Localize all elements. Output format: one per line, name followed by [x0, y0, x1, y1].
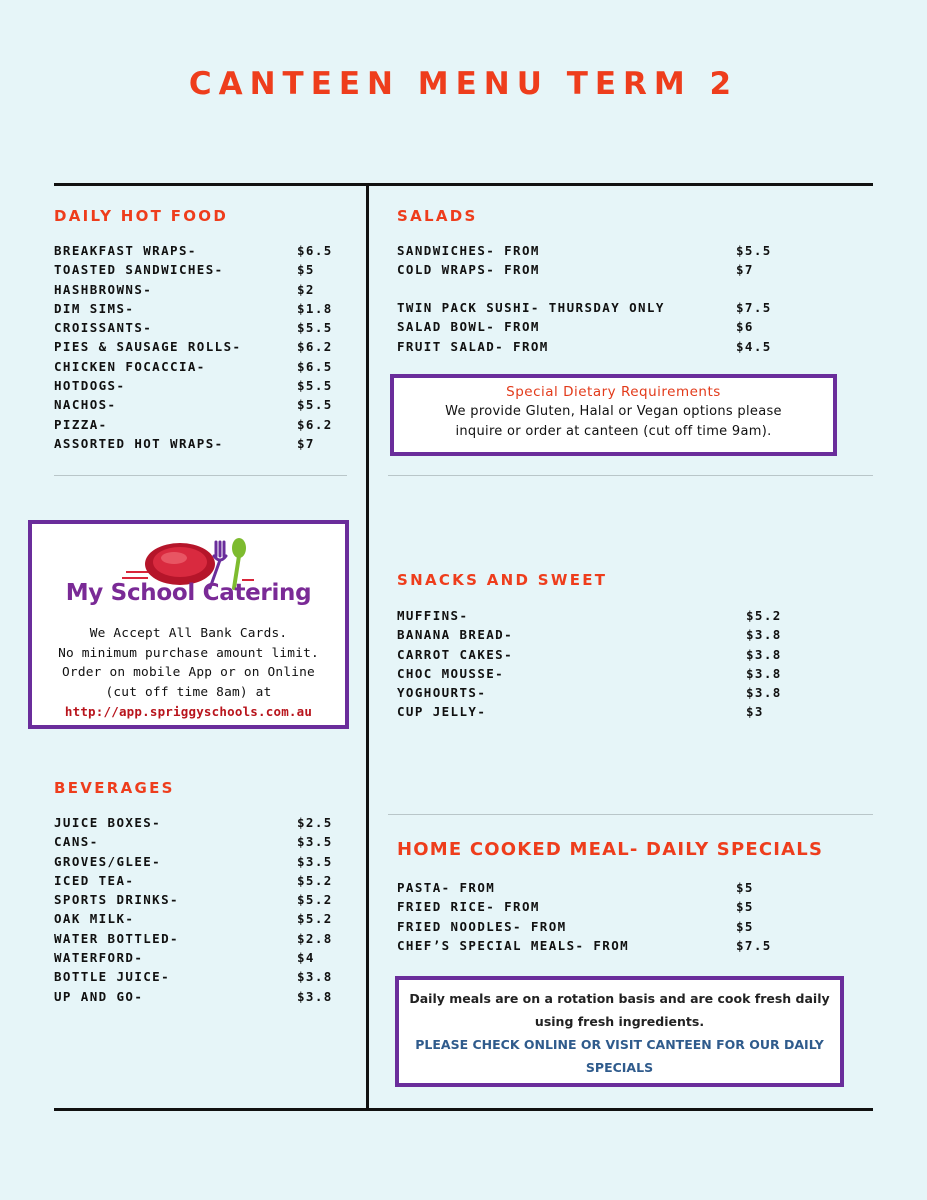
menu-item [397, 664, 817, 683]
salads-list-more [397, 298, 817, 356]
menu-item-name: CHEF’S SPECIAL MEALS- FROM [397, 937, 630, 953]
menu-item-name: BREAKFAST WRAPS- [54, 243, 197, 258]
menu-item-name: FRIED NOODLES- FROM [397, 918, 567, 934]
menu-item-price: $5.2 [297, 892, 333, 908]
menu-item [54, 337, 354, 356]
menu-item-name: CARROT CAKES- [397, 646, 514, 662]
menu-item-name: FRUIT SALAD- FROM [397, 338, 549, 354]
catering-line-3: Order on mobile App or on Online [62, 665, 315, 680]
menu-item [397, 897, 817, 916]
menu-item-name: CANS- [54, 834, 99, 850]
menu-item [54, 376, 354, 395]
menu-item-price: $7 [297, 435, 315, 451]
menu-item-price: $5 [736, 880, 754, 895]
menu-item [54, 241, 354, 260]
catering-url-link[interactable]: http://app.spriggyschools.com.au [64, 704, 313, 719]
menu-item [54, 434, 354, 453]
home-cooked-title: HOME COOKED MEAL- DAILY SPECIALS [397, 839, 824, 860]
menu-item-price: $5.5 [736, 243, 772, 258]
menu-item-name: HOTDOGS- [54, 378, 126, 394]
catering-logo-text: My School Catering [65, 580, 312, 606]
menu-item-name: FRIED RICE- FROM [397, 899, 540, 915]
snacks-list [397, 606, 817, 722]
menu-item-name: CHICKEN FOCACCIA- [54, 358, 206, 374]
menu-item [397, 702, 817, 721]
menu-item [54, 909, 354, 928]
menu-item-price: $3.8 [746, 665, 782, 681]
menu-item [397, 625, 817, 644]
menu-item [54, 357, 354, 376]
menu-item-name: BANANA BREAD- [397, 627, 514, 643]
menu-item-name: HASHBROWNS- [54, 281, 153, 297]
menu-item [397, 317, 817, 336]
menu-item-price: $5.5 [297, 320, 333, 336]
menu-item [54, 948, 354, 967]
menu-item-name: SANDWICHES- FROM [397, 243, 540, 258]
menu-item-price: $3.5 [297, 834, 333, 850]
menu-item [54, 415, 354, 434]
menu-item-price: $2 [297, 281, 315, 297]
daily-meals-note-box [395, 976, 844, 1087]
menu-item-name: ASSORTED HOT WRAPS- [54, 435, 224, 451]
left-thin-divider [54, 475, 347, 476]
right-thin-divider-2 [388, 814, 873, 815]
menu-item-name: GROVES/GLEE- [54, 853, 162, 869]
menu-item-price: $6.2 [297, 339, 333, 355]
menu-item-price: $5.5 [297, 378, 333, 394]
dietary-title: Special Dietary Requirements [506, 384, 721, 400]
menu-item-name: CROISSANTS- [54, 320, 153, 336]
menu-item-name: CUP JELLY- [397, 704, 487, 720]
menu-item-name: ICED TEA- [54, 872, 135, 888]
menu-item-name: YOGHOURTS- [397, 685, 487, 701]
menu-item-price: $3.8 [297, 969, 333, 985]
menu-item [397, 878, 817, 897]
catering-line-4: (cut off time 8am) at [105, 684, 272, 700]
menu-item-name: TOASTED SANDWICHES- [54, 262, 224, 278]
menu-item-name: CHOC MOUSSE- [397, 665, 505, 681]
catering-line-2: No minimum purchase amount limit. [58, 645, 319, 661]
snacks-title: SNACKS AND SWEET [397, 571, 608, 589]
menu-item-price: $5.2 [746, 608, 782, 623]
menu-item-price: $5.5 [297, 397, 333, 413]
menu-item-name: COLD WRAPS- FROM [397, 262, 540, 278]
menu-item-price: $5.2 [297, 911, 333, 927]
menu-item-price: $6.5 [297, 243, 333, 258]
menu-item-price: $5 [297, 262, 315, 278]
salads-list [397, 241, 817, 280]
menu-item-price: $6.2 [297, 416, 333, 432]
menu-item-name: DIM SIMS- [54, 300, 135, 316]
meal-note-line-3: PLEASE CHECK ONLINE OR VISIT CANTEEN FOR OUR DAILY [415, 1037, 824, 1052]
menu-item [397, 337, 817, 356]
menu-item [54, 967, 354, 986]
page-title: CANTEEN MENU TERM 2 [188, 66, 739, 102]
menu-item-price: $7.5 [736, 300, 772, 315]
top-divider [54, 183, 873, 186]
menu-item-price: $5 [736, 918, 754, 934]
menu-item [397, 241, 817, 260]
menu-item [54, 813, 354, 832]
menu-item-price: $6 [736, 319, 754, 335]
menu-item [54, 871, 354, 890]
menu-item-name: TWIN PACK SUSHI- THURSDAY ONLY [397, 300, 665, 315]
menu-item-price: $3.8 [297, 988, 333, 1004]
menu-item-name: BOTTLE JUICE- [54, 969, 171, 985]
menu-item-price: $3.8 [746, 646, 782, 662]
menu-item-name: WATERFORD- [54, 950, 144, 966]
menu-item [54, 852, 354, 871]
menu-item-price: $5 [736, 899, 754, 915]
menu-item [54, 260, 354, 279]
menu-item-name: PIZZA- [54, 416, 108, 432]
menu-item-price: $3.5 [297, 853, 333, 869]
menu-item-name: PASTA- FROM [397, 880, 496, 895]
menu-item [54, 299, 354, 318]
menu-item-name: PIES & SAUSAGE ROLLS- [54, 339, 242, 355]
menu-item-price: $6.5 [297, 358, 333, 374]
menu-item-name: JUICE BOXES- [54, 815, 162, 830]
menu-item [397, 298, 817, 317]
salads-title: SALADS [397, 207, 478, 225]
menu-item-price: $4.5 [736, 338, 772, 354]
menu-item-name: NACHOS- [54, 397, 117, 413]
center-divider [366, 183, 369, 1111]
menu-item-name: OAK MILK- [54, 911, 135, 927]
menu-item [397, 260, 817, 279]
menu-item-name: UP AND GO- [54, 988, 144, 1004]
menu-item [54, 832, 354, 851]
menu-item-name: MUFFINS- [397, 608, 469, 623]
menu-item-price: $7 [736, 262, 754, 278]
daily-hot-food-list [54, 241, 354, 453]
menu-item-price: $5.2 [297, 872, 333, 888]
menu-item-price: $1.8 [297, 300, 333, 316]
meal-note-line-1: Daily meals are on a rotation basis and are cook fresh daily [409, 991, 830, 1006]
menu-item-name: SPORTS DRINKS- [54, 892, 179, 908]
menu-item-name: SALAD BOWL- FROM [397, 319, 540, 335]
menu-item [397, 936, 817, 955]
menu-item-name: WATER BOTTLED- [54, 930, 179, 946]
meal-note-line-4: SPECIALS [585, 1060, 654, 1075]
menu-item [54, 280, 354, 299]
menu-item-price: $2.5 [297, 815, 333, 830]
menu-item [54, 318, 354, 337]
menu-item [397, 683, 817, 702]
menu-item [54, 890, 354, 909]
menu-item-price: $3 [746, 704, 764, 720]
menu-item-price: $2.8 [297, 930, 333, 946]
beverages-list [54, 813, 354, 1006]
home-cooked-list [397, 878, 817, 955]
menu-item [397, 606, 817, 625]
dietary-line-1: We provide Gluten, Halal or Vegan options please [445, 404, 782, 419]
bottom-divider [54, 1108, 873, 1111]
menu-item [54, 987, 354, 1006]
menu-item-price: $3.8 [746, 685, 782, 701]
menu-item-price: $3.8 [746, 627, 782, 643]
daily-hot-food-title: DAILY HOT FOOD [54, 207, 229, 225]
right-thin-divider [388, 475, 873, 476]
menu-item [54, 395, 354, 414]
menu-item [397, 645, 817, 664]
dietary-line-2: inquire or order at canteen (cut off time 9am). [455, 424, 772, 439]
dietary-requirements-box [390, 374, 837, 456]
menu-item [54, 929, 354, 948]
menu-item [397, 917, 817, 936]
catering-logo [32, 524, 345, 610]
menu-item-price: $7.5 [736, 937, 772, 953]
meal-note-line-2: using fresh ingredients. [534, 1014, 705, 1029]
school-catering-box [28, 520, 349, 729]
beverages-title: BEVERAGES [54, 779, 175, 797]
menu-item-price: $4 [297, 950, 315, 966]
catering-line-1: We Accept All Bank Cards. [89, 626, 288, 641]
